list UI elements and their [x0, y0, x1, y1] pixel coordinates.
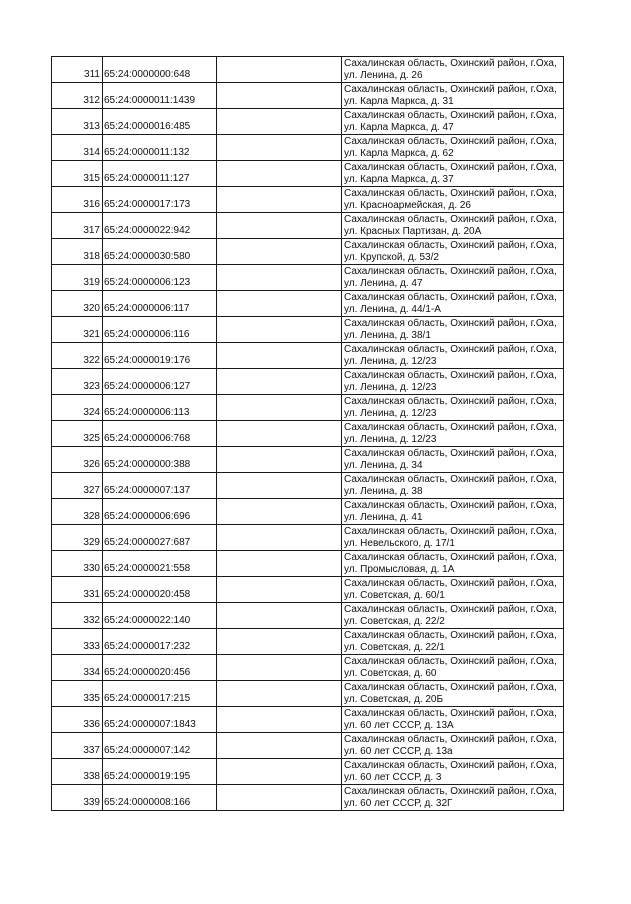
empty-cell [217, 83, 342, 109]
empty-cell [217, 161, 342, 187]
empty-cell [217, 239, 342, 265]
address-line-2: ул. Ленина, д. 12/23 [344, 407, 437, 419]
empty-cell [217, 525, 342, 551]
row-number-cell: 331 [52, 577, 103, 603]
address-cell [342, 785, 564, 811]
cadastral-number-cell: 65:24:0000016:485 [103, 109, 217, 135]
row-number-cell: 339 [52, 785, 103, 811]
address-line-1: Сахалинская область, Охинский район, г.Оха, [344, 187, 557, 199]
address-cell [342, 213, 564, 239]
address-cell [342, 707, 564, 733]
row-number-cell: 313 [52, 109, 103, 135]
row-number-cell: 324 [52, 395, 103, 421]
address-line-2: ул. Советская, д. 22/2 [344, 615, 445, 627]
address-line-2: ул. Красных Партизан, д. 20А [344, 225, 482, 237]
empty-cell [217, 499, 342, 525]
address-cell [342, 759, 564, 785]
address-cell [342, 239, 564, 265]
empty-cell [217, 681, 342, 707]
address-line-1: Сахалинская область, Охинский район, г.Оха, [344, 473, 557, 485]
cadastral-number-cell: 65:24:0000006:113 [103, 395, 217, 421]
cadastral-number-cell: 65:24:0000006:127 [103, 369, 217, 395]
cadastral-number-cell: 65:24:0000017:173 [103, 187, 217, 213]
table-body [52, 57, 564, 811]
address-line-1: Сахалинская область, Охинский район, г.Оха, [344, 83, 557, 95]
address-cell [342, 161, 564, 187]
cadastral-number-cell: 65:24:0000020:458 [103, 577, 217, 603]
address-cell [342, 499, 564, 525]
row-number-cell: 321 [52, 317, 103, 343]
address-line-1: Сахалинская область, Охинский район, г.Оха, [344, 317, 557, 329]
empty-cell [217, 629, 342, 655]
table-row [52, 109, 564, 135]
address-cell [342, 317, 564, 343]
empty-cell [217, 473, 342, 499]
table-row [52, 499, 564, 525]
cadastral-number-cell: 65:24:0000006:768 [103, 421, 217, 447]
table-row [52, 57, 564, 83]
address-line-1: Сахалинская область, Охинский район, г.Оха, [344, 421, 557, 433]
row-number-cell: 312 [52, 83, 103, 109]
row-number-cell: 328 [52, 499, 103, 525]
address-line-1: Сахалинская область, Охинский район, г.Оха, [344, 681, 557, 693]
address-cell [342, 187, 564, 213]
address-cell [342, 109, 564, 135]
address-line-1: Сахалинская область, Охинский район, г.Оха, [344, 265, 557, 277]
table-row [52, 707, 564, 733]
row-number-cell: 318 [52, 239, 103, 265]
row-number-cell: 319 [52, 265, 103, 291]
address-cell [342, 57, 564, 83]
address-line-2: ул. 60 лет СССР, д. 32Г [344, 797, 453, 809]
table-row [52, 213, 564, 239]
address-line-2: ул. 60 лет СССР, д. 13А [344, 719, 454, 731]
address-cell [342, 629, 564, 655]
table-row [52, 395, 564, 421]
address-line-2: ул. Красноармейская, д. 26 [344, 199, 471, 211]
empty-cell [217, 603, 342, 629]
address-line-1: Сахалинская область, Охинский район, г.Оха, [344, 577, 557, 589]
cadastral-number-cell: 65:24:0000022:140 [103, 603, 217, 629]
address-line-1: Сахалинская область, Охинский район, г.Оха, [344, 499, 557, 511]
empty-cell [217, 447, 342, 473]
empty-cell [217, 785, 342, 811]
address-line-1: Сахалинская область, Охинский район, г.Оха, [344, 603, 557, 615]
cadastral-number-cell: 65:24:0000006:117 [103, 291, 217, 317]
empty-cell [217, 733, 342, 759]
cadastral-number-cell: 65:24:0000000:648 [103, 57, 217, 83]
row-number-cell: 315 [52, 161, 103, 187]
address-line-1: Сахалинская область, Охинский район, г.Оха, [344, 707, 557, 719]
row-number-cell: 326 [52, 447, 103, 473]
address-line-2: ул. Крупской, д. 53/2 [344, 251, 439, 263]
address-cell [342, 655, 564, 681]
address-cell [342, 525, 564, 551]
table-row [52, 551, 564, 577]
address-line-1: Сахалинская область, Охинский район, г.Оха, [344, 733, 557, 745]
address-line-1: Сахалинская область, Охинский район, г.Оха, [344, 369, 557, 381]
table-row [52, 447, 564, 473]
cadastral-number-cell: 65:24:0000020:456 [103, 655, 217, 681]
address-line-2: ул. Ленина, д. 44/1-А [344, 303, 441, 315]
address-cell [342, 83, 564, 109]
empty-cell [217, 187, 342, 213]
cadastral-number-cell: 65:24:0000017:215 [103, 681, 217, 707]
table-row [52, 369, 564, 395]
table-row [52, 187, 564, 213]
row-number-cell: 320 [52, 291, 103, 317]
address-line-1: Сахалинская область, Охинский район, г.Оха, [344, 759, 557, 771]
cadastral-number-cell: 65:24:0000006:696 [103, 499, 217, 525]
empty-cell [217, 109, 342, 135]
cadastral-number-cell: 65:24:0000030:580 [103, 239, 217, 265]
empty-cell [217, 551, 342, 577]
address-cell [342, 681, 564, 707]
row-number-cell: 323 [52, 369, 103, 395]
table-row [52, 525, 564, 551]
cadastral-number-cell: 65:24:0000021:558 [103, 551, 217, 577]
table-row [52, 421, 564, 447]
cadastral-number-cell: 65:24:0000000:388 [103, 447, 217, 473]
address-line-2: ул. Карла Маркса, д. 31 [344, 95, 454, 107]
cadastral-number-cell: 65:24:0000007:142 [103, 733, 217, 759]
row-number-cell: 338 [52, 759, 103, 785]
address-cell [342, 473, 564, 499]
address-line-2: ул. Карла Маркса, д. 62 [344, 147, 454, 159]
cadastral-number-cell: 65:24:0000008:166 [103, 785, 217, 811]
table-row [52, 265, 564, 291]
cadastral-number-cell: 65:24:0000022:942 [103, 213, 217, 239]
address-line-2: ул. Ленина, д. 38/1 [344, 329, 431, 341]
address-cell [342, 421, 564, 447]
table-row [52, 655, 564, 681]
table-row [52, 291, 564, 317]
address-line-1: Сахалинская область, Охинский район, г.Оха, [344, 655, 557, 667]
empty-cell [217, 759, 342, 785]
cadastral-number-cell: 65:24:0000006:123 [103, 265, 217, 291]
empty-cell [217, 135, 342, 161]
table-row [52, 681, 564, 707]
address-line-2: ул. Ленина, д. 41 [344, 511, 423, 523]
document-page [51, 56, 562, 811]
address-cell [342, 603, 564, 629]
row-number-cell: 314 [52, 135, 103, 161]
cadastral-number-cell: 65:24:0000011:1439 [103, 83, 217, 109]
empty-cell [217, 291, 342, 317]
address-line-2: ул. Советская, д. 60/1 [344, 589, 445, 601]
address-line-2: ул. Невельского, д. 17/1 [344, 537, 455, 549]
address-line-1: Сахалинская область, Охинский район, г.Оха, [344, 629, 557, 641]
address-line-1: Сахалинская область, Охинский район, г.Оха, [344, 551, 557, 563]
empty-cell [217, 213, 342, 239]
address-cell [342, 135, 564, 161]
cadastral-number-cell: 65:24:0000007:1843 [103, 707, 217, 733]
address-line-2: ул. Ленина, д. 12/23 [344, 381, 437, 393]
row-number-cell: 329 [52, 525, 103, 551]
address-line-2: ул. Ленина, д. 38 [344, 485, 423, 497]
table-row [52, 733, 564, 759]
table-row [52, 629, 564, 655]
address-line-1: Сахалинская область, Охинский район, г.Оха, [344, 291, 557, 303]
empty-cell [217, 707, 342, 733]
address-line-2: ул. Ленина, д. 12/23 [344, 433, 437, 445]
address-line-1: Сахалинская область, Охинский район, г.Оха, [344, 109, 557, 121]
row-number-cell: 333 [52, 629, 103, 655]
empty-cell [217, 57, 342, 83]
empty-cell [217, 577, 342, 603]
row-number-cell: 317 [52, 213, 103, 239]
property-table [51, 56, 564, 811]
row-number-cell: 316 [52, 187, 103, 213]
cadastral-number-cell: 65:24:0000006:116 [103, 317, 217, 343]
address-cell [342, 343, 564, 369]
row-number-cell: 336 [52, 707, 103, 733]
address-line-2: ул. Советская, д. 22/1 [344, 641, 445, 653]
table-row [52, 135, 564, 161]
address-line-2: ул. Карла Маркса, д. 47 [344, 121, 454, 133]
address-cell [342, 551, 564, 577]
row-number-cell: 330 [52, 551, 103, 577]
address-line-2: ул. Ленина, д. 47 [344, 277, 423, 289]
row-number-cell: 322 [52, 343, 103, 369]
table-row [52, 759, 564, 785]
table-row [52, 577, 564, 603]
address-line-2: ул. Советская, д. 20Б [344, 693, 444, 705]
cadastral-number-cell: 65:24:0000027:687 [103, 525, 217, 551]
table-row [52, 83, 564, 109]
address-line-1: Сахалинская область, Охинский район, г.Оха, [344, 213, 557, 225]
address-cell [342, 577, 564, 603]
address-cell [342, 291, 564, 317]
cadastral-number-cell: 65:24:0000019:176 [103, 343, 217, 369]
address-line-1: Сахалинская область, Охинский район, г.Оха, [344, 525, 557, 537]
row-number-cell: 334 [52, 655, 103, 681]
address-cell [342, 447, 564, 473]
table-row [52, 317, 564, 343]
cadastral-number-cell: 65:24:0000011:132 [103, 135, 217, 161]
address-cell [342, 733, 564, 759]
address-line-1: Сахалинская область, Охинский район, г.Оха, [344, 161, 557, 173]
empty-cell [217, 421, 342, 447]
cadastral-number-cell: 65:24:0000011:127 [103, 161, 217, 187]
empty-cell [217, 265, 342, 291]
address-cell [342, 265, 564, 291]
row-number-cell: 325 [52, 421, 103, 447]
table-row [52, 161, 564, 187]
address-cell [342, 395, 564, 421]
cadastral-number-cell: 65:24:0000007:137 [103, 473, 217, 499]
table-row [52, 473, 564, 499]
row-number-cell: 335 [52, 681, 103, 707]
address-line-1: Сахалинская область, Охинский район, г.Оха, [344, 135, 557, 147]
address-line-2: ул. Советская, д. 60 [344, 667, 437, 679]
address-line-1: Сахалинская область, Охинский район, г.Оха, [344, 239, 557, 251]
table-row [52, 239, 564, 265]
address-line-2: ул. 60 лет СССР, д. 13а [344, 745, 453, 757]
address-line-1: Сахалинская область, Охинский район, г.Оха, [344, 57, 557, 69]
empty-cell [217, 343, 342, 369]
address-line-2: ул. Промысловая, д. 1А [344, 563, 455, 575]
row-number-cell: 337 [52, 733, 103, 759]
address-line-2: ул. Ленина, д. 12/23 [344, 355, 437, 367]
table-row [52, 603, 564, 629]
row-number-cell: 327 [52, 473, 103, 499]
address-line-1: Сахалинская область, Охинский район, г.Оха, [344, 785, 557, 797]
address-line-2: ул. Ленина, д. 34 [344, 459, 423, 471]
empty-cell [217, 655, 342, 681]
table-row [52, 343, 564, 369]
address-line-2: ул. 60 лет СССР, д. 3 [344, 771, 442, 783]
address-line-1: Сахалинская область, Охинский район, г.Оха, [344, 447, 557, 459]
empty-cell [217, 369, 342, 395]
address-line-1: Сахалинская область, Охинский район, г.Оха, [344, 395, 557, 407]
address-cell [342, 369, 564, 395]
address-line-1: Сахалинская область, Охинский район, г.Оха, [344, 343, 557, 355]
cadastral-number-cell: 65:24:0000019:195 [103, 759, 217, 785]
cadastral-number-cell: 65:24:0000017:232 [103, 629, 217, 655]
empty-cell [217, 317, 342, 343]
address-line-2: ул. Ленина, д. 26 [344, 69, 423, 81]
table-row [52, 785, 564, 811]
empty-cell [217, 395, 342, 421]
row-number-cell: 311 [52, 57, 103, 83]
row-number-cell: 332 [52, 603, 103, 629]
address-line-2: ул. Карла Маркса, д. 37 [344, 173, 454, 185]
